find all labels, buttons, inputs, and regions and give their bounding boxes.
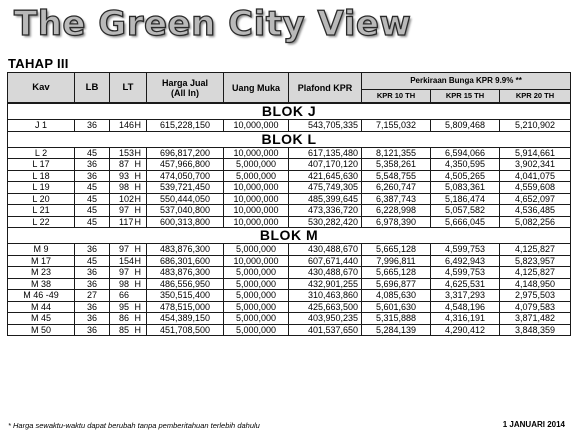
cell-kpr-10: 7,996,811	[362, 255, 431, 267]
cell-kav: L 17	[8, 159, 75, 171]
cell-uang-muka: 10,000,000	[224, 205, 289, 217]
cell-kpr-20: 5,914,661	[500, 147, 571, 159]
cell-kav: M 46 -49	[8, 290, 75, 302]
cell-kpr-15: 5,666,045	[431, 216, 500, 228]
cell-harga-jual: 483,876,300	[147, 244, 224, 256]
cell-plafond: 473,336,720	[289, 205, 362, 217]
cell-harga-jual: 350,515,400	[147, 290, 224, 302]
cell-plafond: 401,537,650	[289, 324, 362, 336]
cell-kav: L 18	[8, 170, 75, 182]
cell-lt-value: 97	[119, 267, 130, 278]
block-title: BLOK J	[8, 103, 571, 120]
cell-kpr-10: 6,387,743	[362, 193, 431, 205]
block-title: BLOK L	[8, 131, 571, 147]
cell-kav: M 38	[8, 278, 75, 290]
footer-disclaimer: * Harga sewaktu-waktu dapat berubah tanpa pemberitahuan terlebih dahulu	[8, 421, 260, 430]
header-lb: LB	[75, 73, 110, 104]
cell-uang-muka: 5,000,000	[224, 278, 289, 290]
cell-kav: L 19	[8, 182, 75, 194]
cell-lb: 36	[75, 301, 110, 313]
cell-kav: L 21	[8, 205, 75, 217]
cell-lt	[110, 313, 147, 325]
cell-harga-jual: 454,389,150	[147, 313, 224, 325]
table-row	[8, 301, 571, 313]
table-row	[8, 170, 571, 182]
cell-lt-h: H	[134, 244, 141, 255]
cell-lb: 45	[75, 147, 110, 159]
cell-lb: 45	[75, 255, 110, 267]
cell-harga-jual: 478,515,000	[147, 301, 224, 313]
header-perkiraan-bunga: Perkiraan Bunga KPR 9.9% **	[362, 73, 571, 90]
cell-lt-value: 98	[119, 278, 130, 289]
block-header-row	[8, 103, 571, 120]
cell-kpr-20: 2,975,503	[500, 290, 571, 302]
table-row	[8, 159, 571, 171]
cell-kpr-15: 4,548,196	[431, 301, 500, 313]
cell-uang-muka: 5,000,000	[224, 170, 289, 182]
cell-kpr-15: 5,083,361	[431, 182, 500, 194]
cell-harga-jual: 696,817,200	[147, 147, 224, 159]
cell-kpr-10: 5,548,755	[362, 170, 431, 182]
cell-lt-h: H	[134, 170, 141, 181]
block-title: BLOK M	[8, 228, 571, 244]
cell-lb: 36	[75, 244, 110, 256]
cell-lt-h: H	[134, 313, 141, 324]
cell-kav: J 1	[8, 120, 75, 132]
cell-plafond: 403,950,235	[289, 313, 362, 325]
cell-plafond: 421,645,630	[289, 170, 362, 182]
cell-kpr-15: 4,505,265	[431, 170, 500, 182]
cell-kpr-20: 4,652,097	[500, 193, 571, 205]
cell-plafond: 607,671,440	[289, 255, 362, 267]
cell-harga-jual: 483,876,300	[147, 267, 224, 279]
footer-date: 1 JANUARI 2014	[502, 420, 565, 429]
cell-lt-value: 86	[119, 313, 130, 324]
cell-kpr-20: 4,148,950	[500, 278, 571, 290]
table-row	[8, 216, 571, 228]
table-row	[8, 120, 571, 132]
cell-kav: L 22	[8, 216, 75, 228]
cell-kav: M 45	[8, 313, 75, 325]
cell-lb: 36	[75, 170, 110, 182]
table-row	[8, 193, 571, 205]
cell-lt-value: 98	[119, 182, 130, 193]
header-harga-jual	[147, 73, 224, 104]
cell-harga-jual: 539,721,450	[147, 182, 224, 194]
cell-uang-muka: 5,000,000	[224, 159, 289, 171]
cell-lt-value: 93	[119, 170, 130, 181]
cell-lt-value: 117	[119, 216, 134, 227]
cell-kpr-10: 8,121,355	[362, 147, 431, 159]
cell-kpr-15: 5,057,582	[431, 205, 500, 217]
cell-kav: M 50	[8, 324, 75, 336]
cell-harga-jual: 550,444,050	[147, 193, 224, 205]
cell-lb: 27	[75, 290, 110, 302]
cell-lt	[110, 159, 147, 171]
cell-harga-jual: 600,313,800	[147, 216, 224, 228]
cell-lb: 45	[75, 216, 110, 228]
cell-lt-value: 102	[119, 193, 135, 204]
cell-lb: 45	[75, 205, 110, 217]
cell-kpr-10: 5,358,261	[362, 159, 431, 171]
cell-lt-value: 66	[119, 290, 130, 301]
cell-kav: M 44	[8, 301, 75, 313]
table-row	[8, 290, 571, 302]
table-row	[8, 244, 571, 256]
cell-uang-muka: 5,000,000	[224, 301, 289, 313]
cell-kpr-10: 5,284,139	[362, 324, 431, 336]
cell-plafond: 430,488,670	[289, 244, 362, 256]
table-row	[8, 278, 571, 290]
cell-lt-h: H	[134, 159, 141, 170]
cell-uang-muka: 5,000,000	[224, 313, 289, 325]
header-harga-line2: (All In)	[171, 87, 199, 98]
cell-plafond: 485,399,645	[289, 193, 362, 205]
cell-lt-value: 97	[119, 244, 130, 255]
header-kav: Kav	[8, 73, 75, 104]
cell-kpr-15: 3,317,293	[431, 290, 500, 302]
cell-kpr-20: 4,125,827	[500, 267, 571, 279]
cell-kav: M 23	[8, 267, 75, 279]
cell-kpr-20: 5,210,902	[500, 120, 571, 132]
header-kpr-10: KPR 10 TH	[362, 90, 431, 104]
cell-lb: 36	[75, 313, 110, 325]
header-lt: LT	[110, 73, 147, 104]
cell-kpr-20: 4,536,485	[500, 205, 571, 217]
cell-harga-jual: 486,556,950	[147, 278, 224, 290]
cell-kpr-10: 6,228,998	[362, 205, 431, 217]
cell-kav: L 2	[8, 147, 75, 159]
table-row	[8, 255, 571, 267]
block-header-row	[8, 131, 571, 147]
cell-lt-value: 87	[119, 159, 130, 170]
header-kpr-15: KPR 15 TH	[431, 90, 500, 104]
cell-lt	[110, 267, 147, 279]
cell-kav: M 9	[8, 244, 75, 256]
cell-kpr-15: 4,599,753	[431, 244, 500, 256]
cell-lb: 36	[75, 267, 110, 279]
table-row	[8, 313, 571, 325]
cell-kpr-15: 4,290,412	[431, 324, 500, 336]
cell-kpr-15: 5,809,468	[431, 120, 500, 132]
cell-plafond: 407,170,120	[289, 159, 362, 171]
cell-uang-muka: 5,000,000	[224, 324, 289, 336]
cell-kpr-10: 7,155,032	[362, 120, 431, 132]
cell-lt-value: 95	[119, 301, 130, 312]
cell-lt	[110, 255, 147, 267]
cell-uang-muka: 5,000,000	[224, 290, 289, 302]
cell-lt-h: H	[134, 267, 141, 278]
cell-kpr-10: 5,601,630	[362, 301, 431, 313]
cell-kpr-15: 6,492,943	[431, 255, 500, 267]
cell-lt-h: H	[134, 205, 141, 216]
cell-lt	[110, 244, 147, 256]
cell-kpr-20: 5,082,256	[500, 216, 571, 228]
cell-kpr-15: 6,594,066	[431, 147, 500, 159]
cell-lt-value: 97	[119, 205, 130, 216]
cell-uang-muka: 5,000,000	[224, 244, 289, 256]
cell-lt-h: H	[134, 216, 141, 227]
cell-kpr-15: 4,316,191	[431, 313, 500, 325]
cell-plafond: 617,135,480	[289, 147, 362, 159]
cell-lt	[110, 216, 147, 228]
cell-harga-jual: 686,301,600	[147, 255, 224, 267]
cell-lb: 36	[75, 278, 110, 290]
header-plafond: Plafond KPR	[289, 73, 362, 104]
cell-plafond: 430,488,670	[289, 267, 362, 279]
table-row	[8, 267, 571, 279]
cell-lt	[110, 182, 147, 194]
cell-lt	[110, 301, 147, 313]
cell-lt	[110, 205, 147, 217]
cell-uang-muka: 10,000,000	[224, 182, 289, 194]
table-row	[8, 205, 571, 217]
cell-kpr-15: 4,350,595	[431, 159, 500, 171]
cell-uang-muka: 10,000,000	[224, 255, 289, 267]
section-heading-tahap: TAHAP III	[8, 56, 69, 71]
table-body	[8, 103, 571, 336]
cell-lt-h: H	[134, 324, 141, 335]
cell-plafond: 425,663,500	[289, 301, 362, 313]
cell-kav: M 17	[8, 255, 75, 267]
cell-harga-jual: 457,966,800	[147, 159, 224, 171]
cell-plafond: 310,463,860	[289, 290, 362, 302]
cell-plafond: 543,705,335	[289, 120, 362, 132]
cell-kpr-10: 5,315,888	[362, 313, 431, 325]
table-row	[8, 324, 571, 336]
cell-kpr-15: 4,599,753	[431, 267, 500, 279]
cell-kpr-20: 3,902,341	[500, 159, 571, 171]
cell-lt-h: H	[134, 301, 141, 312]
cell-harga-jual: 537,040,800	[147, 205, 224, 217]
cell-plafond: 530,282,420	[289, 216, 362, 228]
cell-lb: 36	[75, 324, 110, 336]
cell-lt	[110, 324, 147, 336]
cell-kpr-10: 5,665,128	[362, 267, 431, 279]
page-title: The Green City View	[14, 4, 412, 44]
cell-plafond: 432,901,255	[289, 278, 362, 290]
cell-plafond: 475,749,305	[289, 182, 362, 194]
cell-uang-muka: 10,000,000	[224, 147, 289, 159]
cell-lt-h: H	[134, 278, 141, 289]
cell-kpr-10: 4,085,630	[362, 290, 431, 302]
cell-lb: 36	[75, 120, 110, 132]
cell-kpr-20: 5,823,957	[500, 255, 571, 267]
cell-lt-h: H	[134, 147, 141, 158]
cell-lt-h: H	[134, 120, 141, 131]
price-table	[7, 72, 571, 336]
cell-lt-h: H	[134, 182, 141, 193]
cell-lt	[110, 120, 147, 132]
cell-kpr-20: 4,559,608	[500, 182, 571, 194]
header-harga-line1: Harga Jual	[161, 77, 209, 88]
cell-lt-h: H	[134, 193, 141, 204]
cell-kpr-20: 3,871,482	[500, 313, 571, 325]
cell-uang-muka: 10,000,000	[224, 120, 289, 132]
cell-kpr-10: 5,665,128	[362, 244, 431, 256]
cell-lb: 45	[75, 182, 110, 194]
cell-lt	[110, 147, 147, 159]
cell-harga-jual: 451,708,500	[147, 324, 224, 336]
cell-kpr-20: 3,848,359	[500, 324, 571, 336]
cell-kpr-15: 5,186,474	[431, 193, 500, 205]
cell-lt-value: 153	[119, 147, 135, 158]
cell-lt-value: 154	[119, 255, 135, 266]
cell-kpr-20: 4,079,583	[500, 301, 571, 313]
cell-lt-value: 146	[119, 120, 135, 131]
header-kpr-20: KPR 20 TH	[500, 90, 571, 104]
block-header-row	[8, 228, 571, 244]
cell-kpr-20: 4,125,827	[500, 244, 571, 256]
cell-kpr-10: 5,696,877	[362, 278, 431, 290]
cell-kpr-15: 4,625,531	[431, 278, 500, 290]
cell-lt-h: H	[134, 255, 141, 266]
table-row	[8, 182, 571, 194]
cell-lb: 36	[75, 159, 110, 171]
cell-kpr-10: 6,978,390	[362, 216, 431, 228]
cell-lt-value: 85	[119, 324, 130, 335]
cell-lt	[110, 290, 147, 302]
cell-lb: 45	[75, 193, 110, 205]
table-row	[8, 147, 571, 159]
cell-lt	[110, 170, 147, 182]
table-header	[8, 73, 571, 104]
cell-harga-jual: 615,228,150	[147, 120, 224, 132]
cell-kav: L 20	[8, 193, 75, 205]
cell-lt	[110, 193, 147, 205]
cell-harga-jual: 474,050,700	[147, 170, 224, 182]
cell-lt	[110, 278, 147, 290]
cell-uang-muka: 10,000,000	[224, 193, 289, 205]
header-uang-muka: Uang Muka	[224, 73, 289, 104]
cell-uang-muka: 10,000,000	[224, 216, 289, 228]
cell-uang-muka: 5,000,000	[224, 267, 289, 279]
cell-kpr-20: 4,041,075	[500, 170, 571, 182]
cell-kpr-10: 6,260,747	[362, 182, 431, 194]
